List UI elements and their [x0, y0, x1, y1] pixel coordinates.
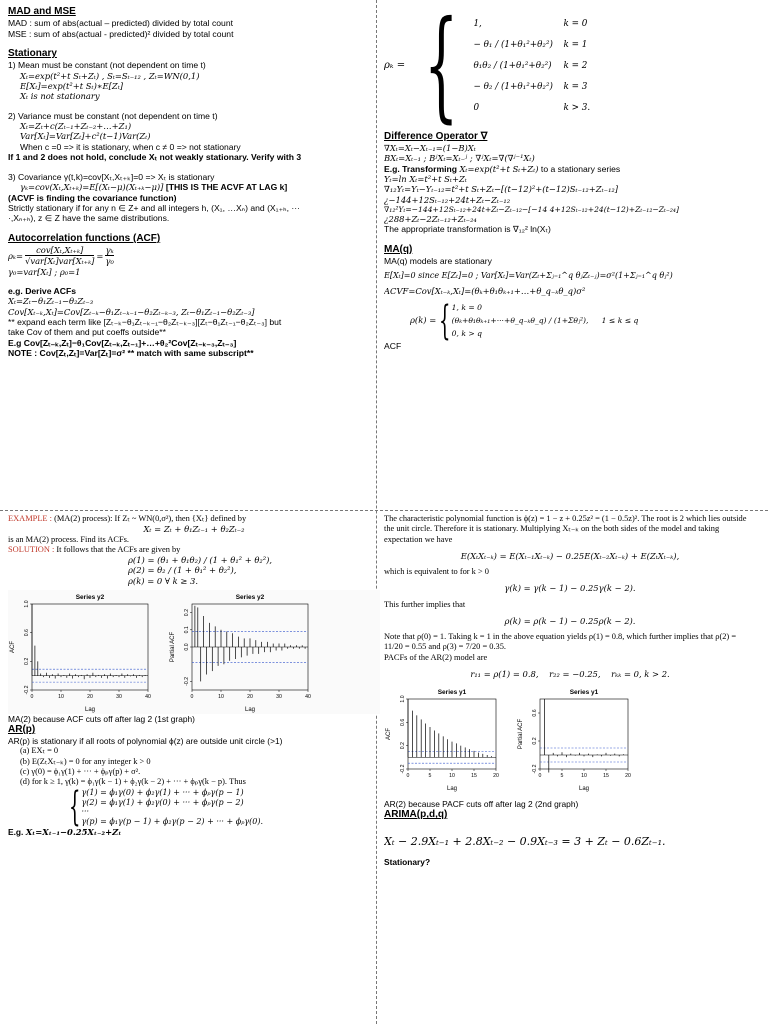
mad-title: MAD and MSE: [8, 6, 76, 17]
x-tick-label: 20: [625, 773, 631, 779]
derive-title: e.g. Derive ACFs: [8, 285, 76, 296]
maq-eq-1: E[Xₜ]=0 since E[Zₜ]=0 ; Var[Xₜ]=Var(Zₜ+Σⱼ₌₁^q θⱼZₜ₋ⱼ)=σ²(1+Σⱼ₌₁^q θⱼ²): [384, 270, 673, 280]
acf-rhs-numerator: γₖ: [105, 245, 114, 256]
case-row: [473, 35, 590, 56]
example-text: (MA(2) process): If Zₜ ~ WN(0,σ²), then {Xₜ} defined by: [51, 514, 247, 523]
x-tick-label: 0: [190, 693, 194, 700]
maq-eq-2: ACVF=Cov[Xₜ₋ₖ,Xₜ]=(θₖ+θ₁θₖ₊₁+…+θ_q₋ₖθ_q)σ²: [384, 286, 586, 297]
acf-lhs: ρₖ=: [8, 250, 23, 261]
rho-lhs: ρₖ =: [384, 59, 406, 71]
diff-eq-7: ¿288+Zₜ−2Zₜ₋₁₂+Zₜ₋₂₄: [384, 214, 477, 225]
acf-numerator: cov[Xₜ,Xₜ₊ₖ]: [36, 245, 84, 256]
x-tick-label: 20: [247, 693, 253, 700]
diff-example-eq: Xₜ=exp(t²+t Sₜ+Zₜ): [459, 163, 539, 174]
solution-text: It follows that the ACFs are given by: [54, 544, 181, 554]
y-tick-label: -0.2: [184, 676, 190, 686]
case-row: [452, 314, 639, 327]
ar2-eq-3: ρ(k) = ρ(k − 1) − 0.25ρ(k − 2).: [504, 615, 636, 626]
y-tick-label: 0.2: [400, 742, 406, 750]
yule-walker-eq: γ(2) = ϕ₁γ(1) + ϕ₂γ(0) + ··· + ϕₚγ(p − 2): [81, 797, 244, 807]
x-axis-label: Lag: [84, 706, 96, 713]
case-expr: θ₁θ₂ / (1+θ₁²+θ₂²): [473, 60, 552, 71]
x-tick-label: 10: [58, 693, 64, 700]
case-condition: k > 3.: [563, 102, 591, 113]
rule-1-eq-3: Xₜ is not stationary: [20, 91, 100, 102]
case-expr: 1, k = 0: [451, 302, 482, 312]
case-row: [452, 301, 639, 314]
rho-case-list: [473, 14, 590, 119]
derive-eq-1: Xₜ=Zₜ−θ₁Zₜ₋₁−θ₂Zₜ₋₃: [8, 296, 94, 307]
x-axis-label: Lag: [244, 706, 256, 713]
derive-example: E.g Cov[Zₜ₋ₖ,Zₜ]−θ₁Cov[Zₜ₋ₖ,Zₜ₋₁]+…+θ₂²Cov[Zₜ₋ₖ₋₃,Zₜ₋₃]: [8, 337, 237, 348]
x-tick-label: 30: [276, 693, 282, 700]
y-axis-label: ACF: [386, 728, 392, 740]
ar2-paragraph-3: This further implies that: [384, 599, 466, 609]
case-row: [473, 56, 590, 77]
y-tick-label: 0.6: [400, 718, 406, 726]
yule-walker-eq: γ(1) = ϕ₁γ(0) + ϕ₂γ(1) + ··· + ϕₚγ(p − 1): [81, 787, 244, 797]
solution-eq-1: ρ(1) = (θ₁ + θ₁θ₂) / (1 + θ₁² + θ₂²),: [128, 555, 273, 565]
case-row: [473, 14, 590, 35]
diff-example-tail: to a stationary series: [538, 163, 621, 174]
ma2-caption: MA(2) because ACF cuts off after lag 2 (1st graph): [8, 713, 195, 724]
y-tick-label: 0.6: [532, 709, 538, 717]
rule-1-eq-2: E[Xₜ]=exp(t²+t Sₜ)∗E[Zₜ]: [20, 81, 124, 92]
y-axis-label: ACF: [10, 640, 16, 653]
chart-title: Series y1: [569, 689, 599, 696]
ar2-paragraph-5: PACFs of the AR(2) model are: [384, 652, 488, 662]
arp-b: (b) E(ZₜXₜ₋ₖ) = 0 for any integer k > 0: [20, 756, 151, 766]
solution-eq-2: ρ(2) = θ₂ / (1 + θ₁² + θ₂²),: [128, 565, 237, 576]
solution-eq-3: ρ(k) = 0 ∀ k ≥ 3.: [128, 575, 198, 586]
x-tick-label: 15: [471, 773, 477, 779]
ar2-caption: AR(2) because PACF cuts off after lag 2 (2nd graph): [384, 799, 579, 809]
case-expr: 0, k > q: [451, 328, 482, 338]
x-tick-label: 10: [218, 693, 224, 700]
maq-title: MA(q): [384, 243, 413, 255]
case-condition: k = 2: [563, 60, 588, 71]
ar2-eq-2: γ(k) = γ(k − 1) − 0.25γ(k − 2).: [504, 583, 636, 594]
chart-title: Series y2: [235, 593, 265, 601]
acf-title: Autocorrelation functions (ACF): [8, 232, 161, 244]
maq-rho-lhs: ρ(k) =: [410, 315, 437, 326]
pacf-chart-y2: [168, 590, 314, 714]
chart-title: Series y2: [75, 593, 105, 601]
y-tick-label: 0.2: [532, 737, 538, 745]
y-tick-label: -0.2: [532, 764, 538, 774]
y-tick-label: 0.2: [24, 657, 30, 665]
pacf-chart-y1: [516, 685, 634, 793]
diff-eq-1: ∇Xₜ=Xₜ−Xₜ₋₁=(1−B)Xₜ: [384, 143, 476, 154]
case-expr: − θ₁ / (1+θ₁²+θ₂²): [473, 39, 553, 50]
x-tick-label: 40: [305, 693, 311, 700]
acf-chart-y2: [8, 590, 154, 714]
case-condition: k = 1: [563, 39, 588, 50]
y-axis-label: Partial ACF: [518, 718, 524, 750]
strict-stationary-2: ·,Xₙ₊ₕ), z ∈ Z have the same distributions.: [8, 213, 170, 224]
acf-chart-y1: [384, 685, 502, 793]
rule-2-note: When c =0 => it is stationary, when c ≠ 0 => not stationary: [20, 141, 241, 152]
ar2-eq-4: r₁₁ = ρ(1) = 0.8, r₂₂ = −0.25, rₖₖ = 0, k > 2.: [470, 668, 670, 679]
case-expr: 0: [473, 102, 480, 113]
x-tick-label: 10: [449, 773, 455, 779]
acf-eq-2: γ₀=var[Xₜ] ; ρ₀=1: [8, 266, 81, 277]
stationary-title: Stationary: [8, 48, 57, 60]
case-row: [473, 77, 590, 98]
x-tick-label: 0: [406, 773, 410, 779]
y-tick-label: 0.0: [184, 643, 190, 651]
x-tick-label: 5: [560, 773, 564, 779]
case-condition: 1 ≤ k ≤ q: [601, 315, 639, 325]
chart-title: Series y1: [437, 689, 467, 696]
example-eq: Xₜ = Zₜ + θ₁Zₜ₋₁ + θ₂Zₜ₋₂: [143, 524, 245, 535]
solution-label: SOLUTION :: [8, 544, 55, 554]
rule-3-heading: 3) Covariance γ(t,k)=cov[Xₜ,Xₜ₊ₖ]=0 => Xₜ is stationary: [8, 171, 215, 182]
derive-note-2: take Cov of them and put coeffs outside**: [8, 327, 166, 338]
yule-walker-eq: ···: [81, 807, 90, 817]
diff-example-label: E.g. Transforming: [384, 163, 460, 174]
case-expr: − θ₂ / (1+θ₁²+θ₂²): [473, 81, 553, 92]
diff-eq-4: ∇₁₂Yₜ=Yₜ−Yₜ₋₁₂=t²+t Sₜ+Zₜ−[(t−12)²+(t−12)Sₜ₋₁₂+Zₜ₋₁₂]: [384, 184, 619, 195]
diff-eq-3: Yₜ=ln Xₜ=t²+t Sₜ+Zₜ: [384, 174, 467, 185]
diff-conclusion: The appropriate transformation is ∇₁₂² ln(Xₜ): [384, 224, 551, 235]
y-tick-label: 0.6: [24, 628, 30, 637]
diff-eq-5: ¿−144+12Sₜ₋₁₂+24t+Zₜ−Zₜ₋₁₂: [384, 194, 511, 205]
acvf-note: (ACVF is finding the covariance function): [8, 192, 177, 203]
x-tick-label: 0: [538, 773, 542, 779]
ar2-paragraph-2: which is equivalent to for k > 0: [384, 567, 489, 576]
maq-line: MA(q) models are stationary: [384, 256, 492, 267]
x-tick-label: 30: [116, 693, 122, 700]
arp-title: AR(p): [8, 724, 36, 735]
case-row: [473, 98, 590, 119]
x-axis-label: Lag: [578, 786, 590, 792]
ar2-paragraph-1: The characteristic polynomial function is ϕ(z) = 1 − z + 0.25z² = (1 − 0.5z)². The root is 2 which lies outside the unit circle. Therefore it is stationary. Multiplying Xₜ₋ₖ on the both sides of the model and taking expectation we have: [384, 514, 747, 544]
example-find: is an MA(2) process. Find its ACFs.: [8, 534, 129, 544]
arp-d: (d) for k ≥ 1, γ(k) = ϕ₁γ(k − 1) + ϕ₂γ(k − 2) + ··· + ϕₚγ(k − p). Thus: [20, 777, 246, 787]
example-label: EXAMPLE :: [8, 514, 52, 523]
case-condition: k = 0: [563, 18, 588, 29]
x-tick-label: 40: [145, 693, 151, 700]
yule-walker-eq: γ(p) = ϕ₁γ(p − 1) + ϕ₂γ(p − 2) + ··· + ϕₚγ(0).: [81, 817, 264, 827]
rule-2-heading: 2) Variance must be constant (not dependent on time t): [8, 110, 218, 121]
x-tick-label: 15: [603, 773, 609, 779]
ar2-paragraph-4: Note that ρ(0) = 1. Taking k = 1 in the above equation yields ρ(1) = 0.8, which further implies that ρ(2) = 11/20 = 0.55 and ρ(3) = 7/20 = 0.35.: [384, 632, 737, 652]
x-axis-label: Lag: [446, 786, 458, 792]
acf-rhs-denominator: γ₀: [105, 256, 114, 267]
derive-note-3: NOTE : Cov[Zₜ,Zₜ]=Var[Zₜ]=σ² ** match with same subscript**: [8, 348, 254, 359]
maq-rho-cases: ρ(k) = { 1, k = 0 (θₖ+θ₁θₖ₊₁+···+θ_q₋ₖθ_q) / (1+Σθⱼ²), 1 ≤ k ≤ q 0, k > q: [410, 297, 639, 344]
y-tick-label: 1.0: [400, 695, 406, 703]
case-expr: (θₖ+θ₁θₖ₊₁+···+θ_q₋ₖθ_q) / (1+Σθⱼ²),: [451, 315, 589, 325]
arp-c: (c) γ(0) = ϕ₁γ(1) + ··· + ϕₚγ(p) + σ².: [20, 766, 141, 776]
y-tick-label: -0.2: [400, 764, 406, 774]
eg-eq: Xₜ=Xₜ₋₁−0.25Xₜ₋₂+Zₜ: [25, 827, 122, 838]
arp-line: AR(p) is stationary if all roots of polynomial ϕ(z) are outside unit circle (>1): [8, 736, 283, 747]
stationary-question: Stationary?: [384, 856, 431, 867]
y-tick-label: -0.2: [24, 685, 30, 695]
diff-eq-2: BXₜ=Xₜ₋₁ ; BʲXₜ=Xₜ₋ʲ ; ∇ʲXₜ=∇(∇ʲ⁻¹Xₜ): [384, 153, 535, 164]
y-axis-label: Partial ACF: [170, 631, 176, 662]
derive-eq-2: Cov[Xₜ₋ₖ,Xₜ]=Cov[Zₜ₋ₖ−θ₁Zₜ₋ₖ₋₁−θ₂Zₜ₋ₖ₋₃, Zₜ−θ₁Zₜ₋₁−θ₂Zₜ₋₃]: [8, 306, 255, 317]
case-row: [452, 327, 639, 340]
section-mad-stationary-acf: [8, 6, 380, 512]
rho-ma2-cases: ρₖ = { 1, k = 0 − θ₁ / (1+θ₁²+θ₂²) k = 1 θ₁θ₂ / (1+θ₁²+θ₂²) k = 2 − θ₂ / (1+θ₁²+θ₂²) k = 3 0 k > 3.: [384, 6, 591, 135]
difference-operator-title: Difference Operator ∇: [384, 131, 488, 142]
acf-formula: ρₖ= cov[Xₜ,Xₜ₊ₖ] √var[Xₜ]var[Xₜ₊ₖ] = γₖ γ₀: [8, 245, 114, 267]
rule-2-eq-1: Xₜ=Zₜ+c(Zₜ₋₁+Zₜ₋₂+…+Z₁): [20, 121, 132, 132]
diff-eq-6: ∇₁₂²Yₜ=−144+12Sₜ₋₁₂+24t+Zₜ−Zₜ₋₁₂−[−14 4+12Sₜ₋₁₂+24(t−12)+Zₜ₋₁₂−Zₜ₋₂₄]: [384, 204, 679, 214]
x-tick-label: 10: [581, 773, 587, 779]
acf-label: ACF: [384, 340, 402, 351]
case-expr: 1,: [473, 18, 482, 29]
x-tick-label: 20: [493, 773, 499, 779]
yule-walker-list: [81, 788, 263, 827]
section-ar2-arima: [384, 514, 756, 1020]
y-tick-label: 0.1: [184, 625, 190, 634]
x-tick-label: 5: [428, 773, 432, 779]
y-tick-label: 0.2: [184, 608, 190, 616]
mse-line: MSE : sum of abs(actual - predicted)² divided by total count: [8, 28, 234, 39]
strict-stationary-1: Strictly stationary if for any n ∈ Z+ and all integers h, (X₁, …Xₙ) and (X₁₊ₕ, ···: [8, 202, 300, 213]
section-ma2-example-arp: [8, 514, 380, 1020]
mad-line: MAD : sum of abs(actual – predicted) divided by total count: [8, 18, 233, 29]
rule-2-eq-2: Var[Xₜ]=Var[Zₜ]+c²(t−1)Var(Zₜ): [20, 131, 151, 142]
maq-case-list: [452, 301, 639, 340]
arima-eq: Xₜ − 2.9Xₜ₋₁ + 2.8Xₜ₋₂ − 0.9Xₜ₋₃ = 3 + Zₜ − 0.6Zₜ₋₁.: [384, 835, 666, 849]
x-tick-label: 20: [87, 693, 93, 700]
rule-2-conclusion: If 1 and 2 does not hold, conclude Xₜ not weakly stationary. Verify with 3: [8, 152, 302, 163]
derive-note-1: ** expand each term like [Zₜ₋ₖ−θ₁Zₜ₋ₖ₋₁−θ₂Zₜ₋ₖ₋₃][Zₜ−θ₁Zₜ₋₁−θ₂Zₜ₋₃] but: [8, 316, 282, 327]
case-condition: k = 3: [563, 81, 588, 92]
arima-title: ARIMA(p,d,q): [384, 809, 448, 821]
rule-3-acvf-tag: [THIS IS THE ACVF AT LAG k]: [163, 182, 288, 193]
rule-1-heading: 1) Mean must be constant (not dependent on time t): [8, 60, 206, 71]
ar2-eq-1: E(XₜXₜ₋ₖ) = E(Xₜ₋₁Xₜ₋ₖ) − 0.25E(Xₜ₋₂Xₜ₋ₖ) + E(ZₜXₜ₋ₖ),: [460, 550, 680, 561]
rule-3-eq: γₖ=cov(Xₜ,Xₜ₊ₖ)=E[(Xₜ−μ)(Xₜ₊ₖ−μ)]: [20, 182, 164, 193]
y-tick-label: 1.0: [24, 600, 30, 608]
section-ma2-diff-maq: [384, 6, 756, 512]
arp-a: (a) EXₜ = 0: [20, 746, 59, 756]
plot-frame: [540, 699, 628, 769]
acf-denominator: √var[Xₜ]var[Xₜ₊ₖ]: [25, 256, 95, 267]
rule-1-eq-1: Xₜ=exp(t²+t Sₜ+Zₜ) , Sₜ=Sₜ₋₁₂ , Zₜ=WN(0,1): [20, 70, 200, 81]
yule-walker-system: { γ(1) = ϕ₁γ(0) + ϕ₂γ(1) + ··· + ϕₚγ(p − 1) γ(2) = ϕ₁γ(1) + ϕ₂γ(0) + ··· + ϕₚγ(p − 2) ··· γ(p) = ϕ₁γ(p − 1) + ϕ₂γ(p − 2) + ··· + ϕₚγ(0).: [68, 784, 264, 831]
eg-label: E.g.: [8, 827, 26, 838]
x-tick-label: 0: [30, 693, 34, 700]
